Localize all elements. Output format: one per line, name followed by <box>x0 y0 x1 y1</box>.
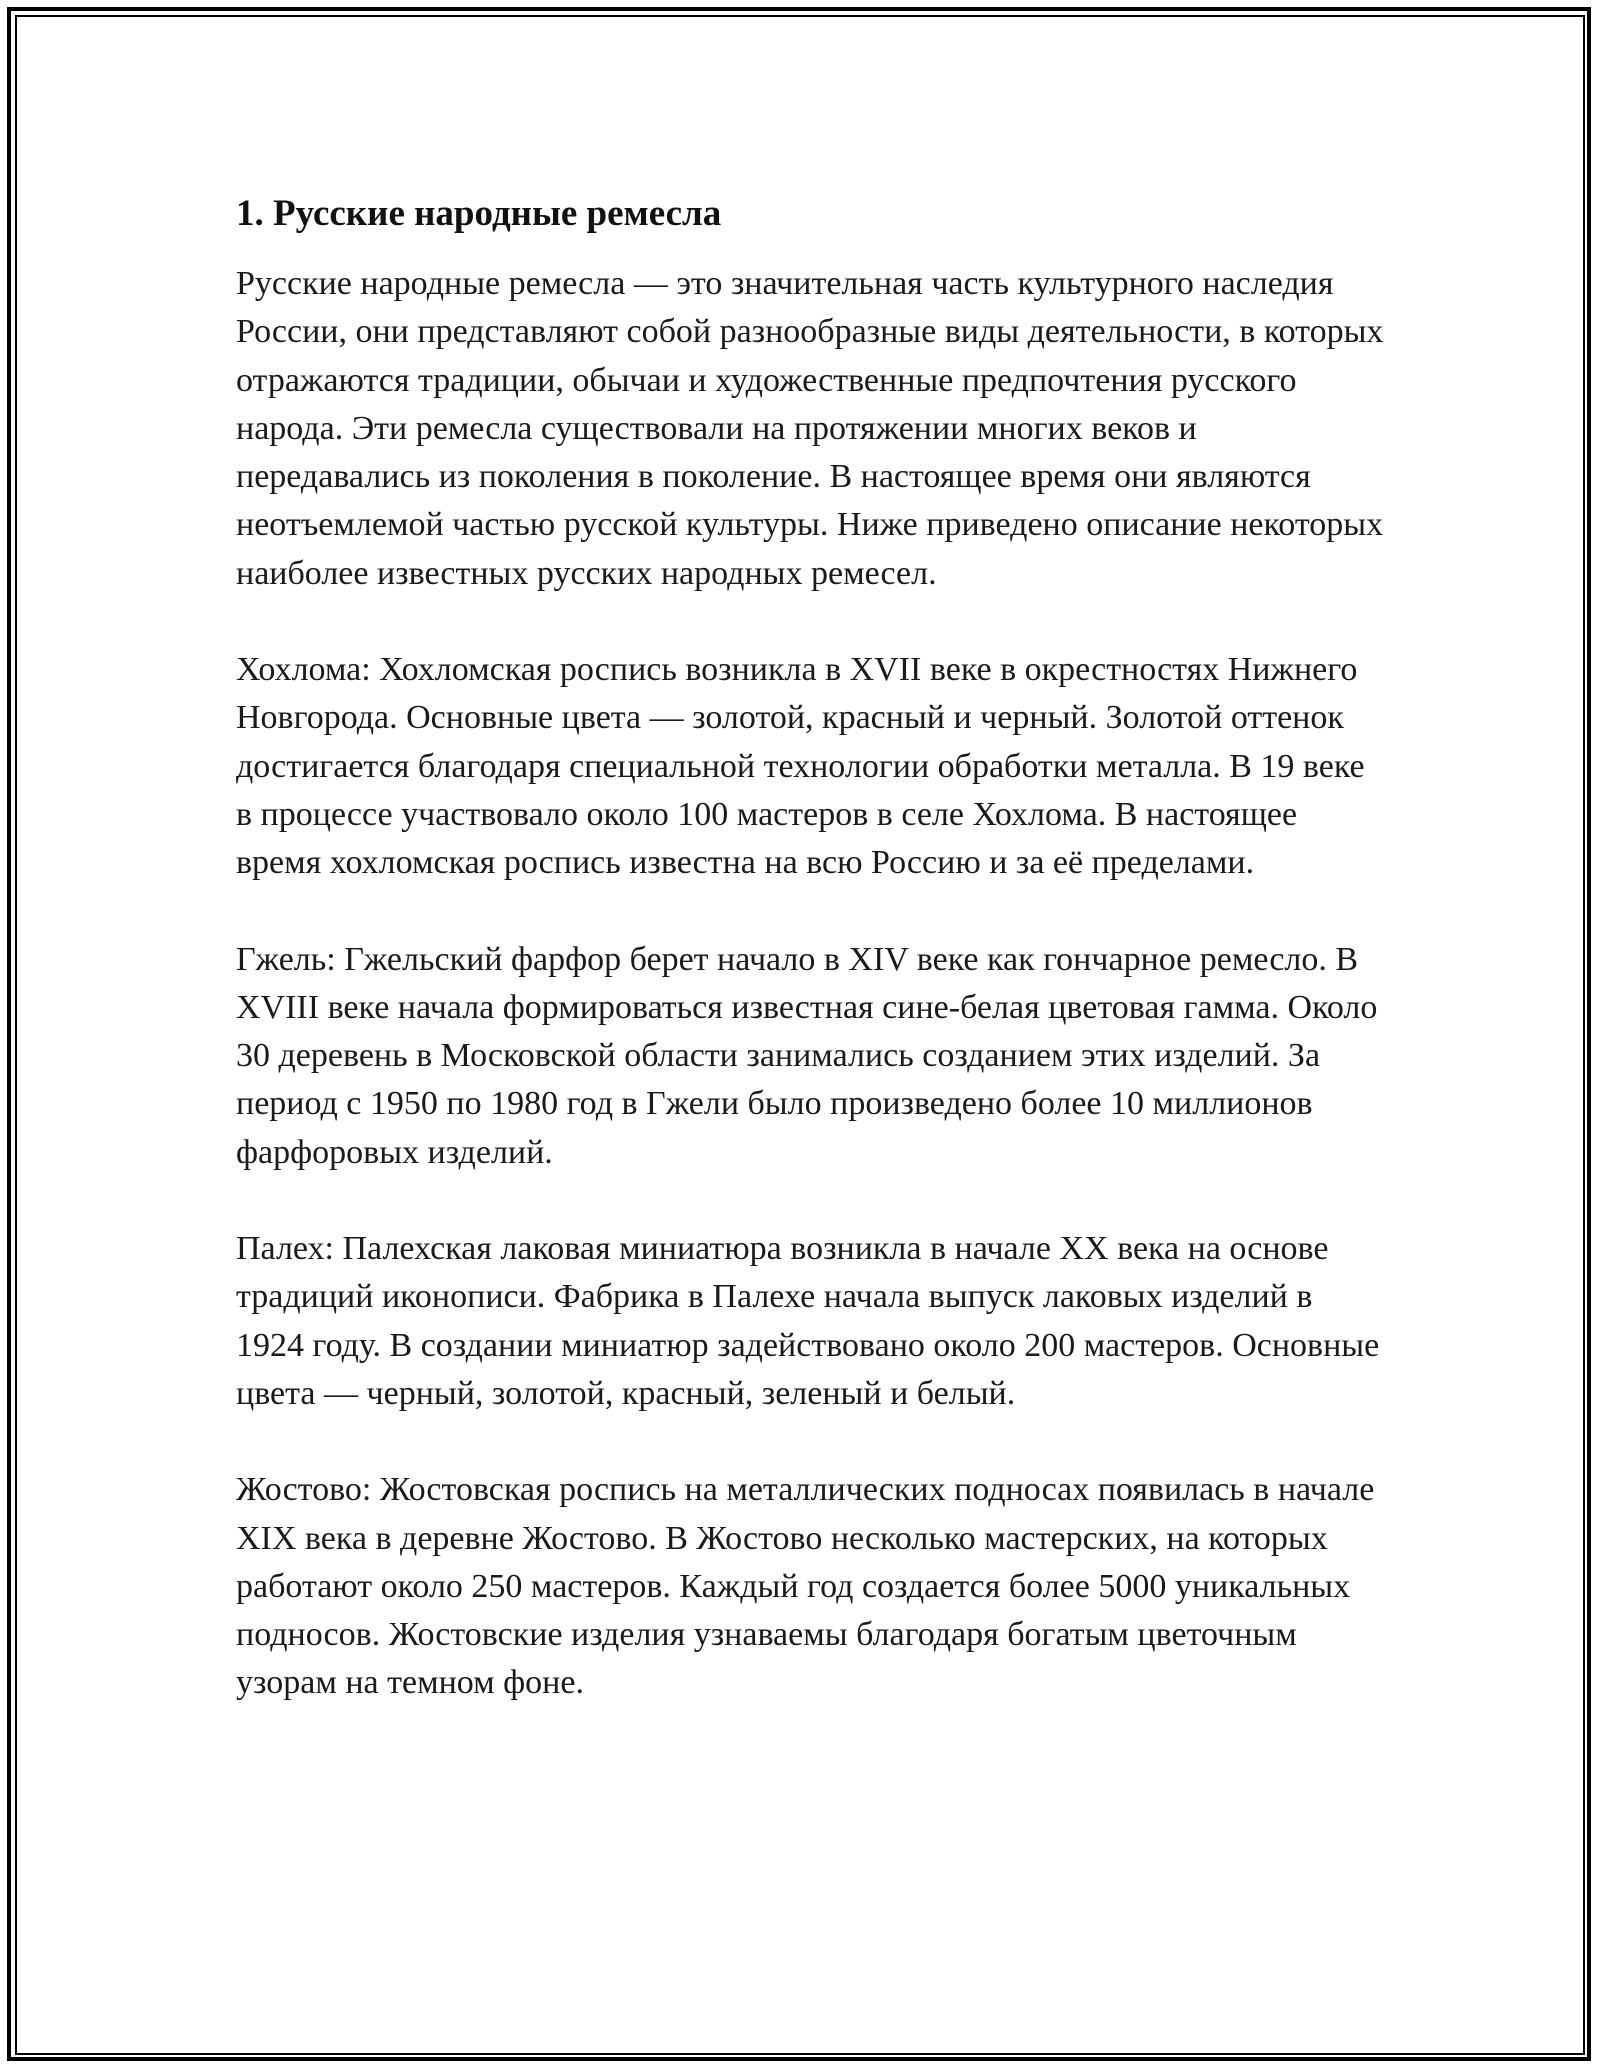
palekh-paragraph: Палех: Палехская лаковая миниатюра возникла в начале XX века на основе традиций иконописи. Фабрика в Палехе начала выпуск лаковых изделий в 1924 году. В создании миниатюр задействовано около 200 мастеров. Основные цвета — черный, золотой, красный, зеленый и белый. <box>236 1230 1380 1412</box>
section-heading: 1. Русские народные ремесла <box>236 193 722 234</box>
gzhel-paragraph: Гжель: Гжельский фарфор берет начало в XIV веке как гончарное ремесло. В XVIII веке начала формироваться известная сине-белая цветовая гамма. Около 30 деревень в Московской области занимались созданием этих изделий. За период с 1950 по 1980 год в Гжели было произведено более 10 миллионов фарфоровых изделий. <box>236 940 1378 1171</box>
zhostovo-paragraph: Жостово: Жостовская роспись на металлических подносах появилась в начале XIX века в деревне Жостово. В Жостово несколько мастерских, на которых работают около 250 мастеров. Каждый год создается более 5000 уникальных подносов. Жостовские изделия узнаваемы благодаря богатым цветочным узорам на темном фоне. <box>236 1471 1375 1702</box>
document-body <box>236 188 1386 1756</box>
intro-paragraph: Русские народные ремесла — это значительная часть культурного наследия России, они представляют собой разнообразные виды деятельности, в которых отражаются традиции, обычаи и художественные предпочтения русского народа. Эти ремесла существовали на протяжении многих веков и передавались из поколения в поколение. В настоящее время они являются неотъемлемой частью русской культуры. Ниже приведено описание некоторых наиболее известных русских народных ремесел. <box>236 265 1384 592</box>
khokhloma-paragraph: Хохлома: Хохломская роспись возникла в XVII веке в окрестностях Нижнего Новгорода. Основные цвета — золотой, красный и черный. Золотой оттенок достигается благодаря специальной технологии обработки металла. В 19 веке в процессе участвовало около 100 мастеров в селе Хохлома. В настоящее время хохломская роспись известна на всю Россию и за её пределами. <box>236 651 1365 882</box>
